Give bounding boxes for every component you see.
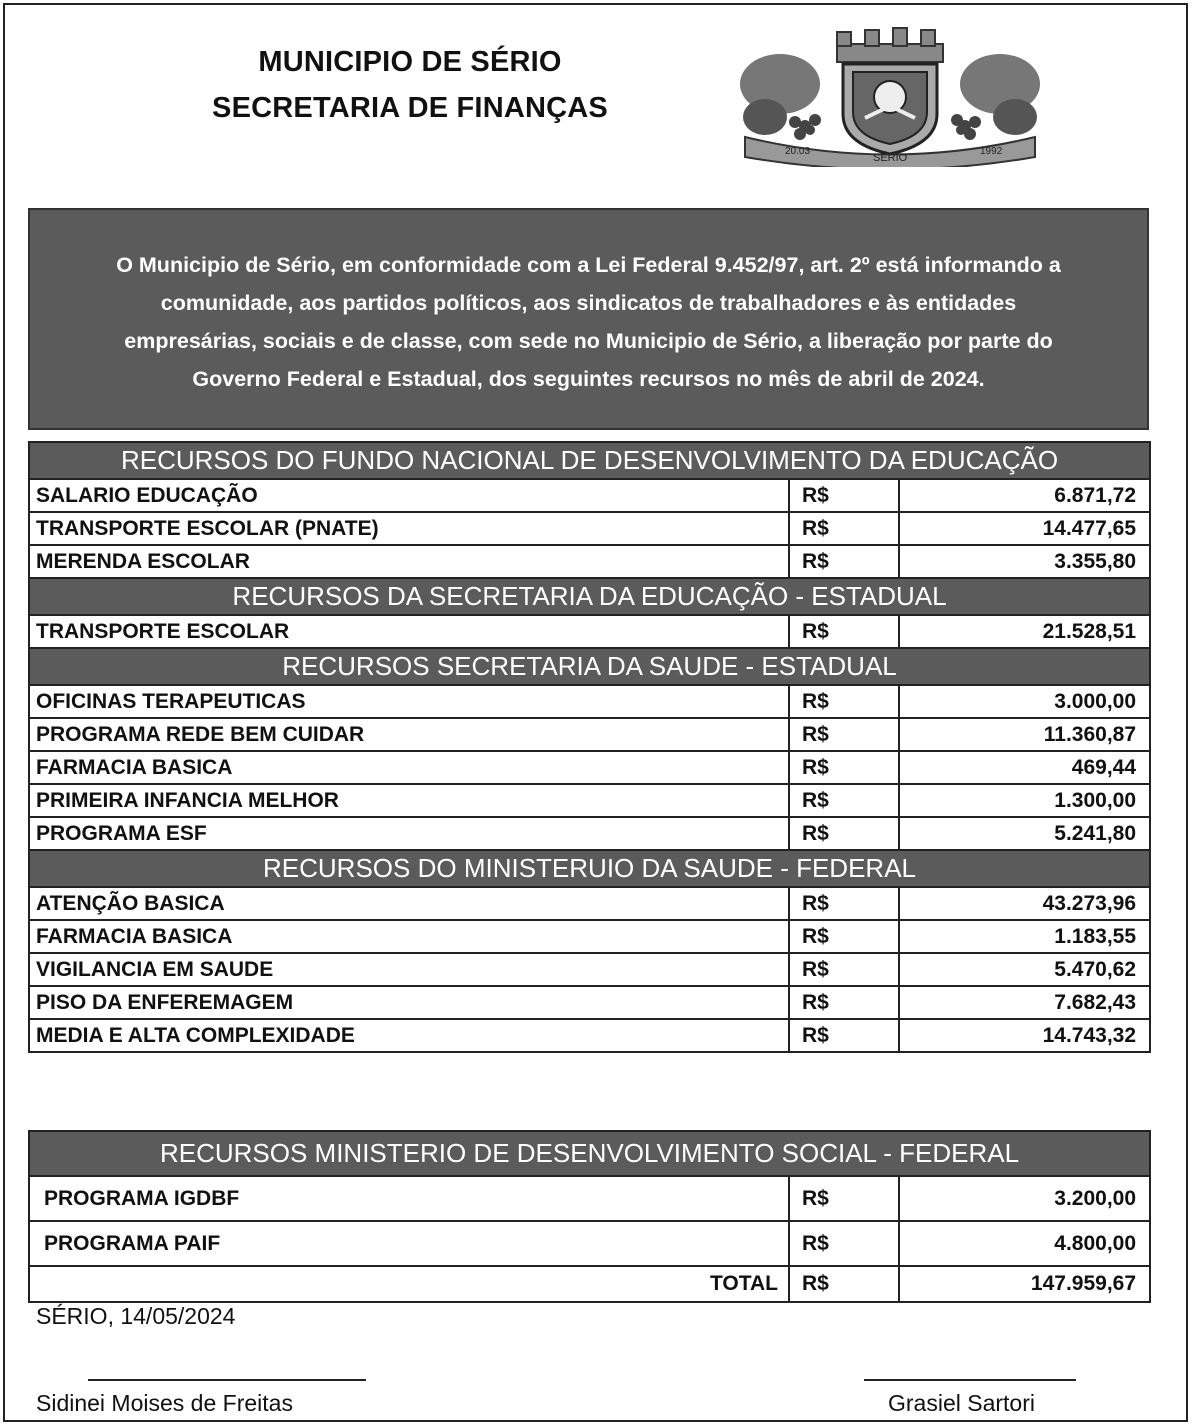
row-currency: R$ <box>789 1019 899 1052</box>
section-header-state-health: RECURSOS SECRETARIA DA SAUDE - ESTADUAL <box>29 648 1150 685</box>
municipality-title: MUNICIPIO DE SÉRIO <box>258 46 562 78</box>
total-label: TOTAL <box>29 1266 789 1302</box>
intro-line: Governo Federal e Estadual, dos seguintes recursos no mês de abril de 2024. <box>192 367 985 391</box>
row-amount: 7.682,43 <box>899 986 1150 1019</box>
row-amount: 3.355,80 <box>899 545 1150 578</box>
row-currency: R$ <box>789 1176 899 1221</box>
intro-line: O Municipio de Sério, em conformidade com a Lei Federal 9.452/97, art. 2º está informando a <box>116 253 1061 277</box>
row-currency: R$ <box>789 986 899 1019</box>
row-amount: 1.183,55 <box>899 920 1150 953</box>
crest-banner-right: 1992 <box>980 146 1003 157</box>
row-label: OFICINAS TERAPEUTICAS <box>29 685 789 718</box>
row-currency: R$ <box>789 615 899 648</box>
section-header-federal-health: RECURSOS DO MINISTERUIO DA SAUDE - FEDERAL <box>29 850 1150 887</box>
crest-banner-center: SÉRIO <box>873 152 908 164</box>
row-amount: 14.477,65 <box>899 512 1150 545</box>
row-amount: 11.360,87 <box>899 718 1150 751</box>
table-row <box>29 1221 1150 1266</box>
table-row <box>29 479 1150 512</box>
row-amount: 5.470,62 <box>899 953 1150 986</box>
row-currency: R$ <box>789 920 899 953</box>
row-label: PROGRAMA ESF <box>29 817 789 850</box>
row-label: FARMACIA BASICA <box>29 920 789 953</box>
table-row <box>29 751 1150 784</box>
row-amount: 21.528,51 <box>899 615 1150 648</box>
row-currency: R$ <box>789 887 899 920</box>
table-row <box>29 615 1150 648</box>
intro-line: empresárias, sociais e de classe, com sede no Municipio de Sério, a liberação por parte do <box>124 329 1053 353</box>
row-label: PROGRAMA IGDBF <box>29 1176 789 1221</box>
place-date: SÉRIO, 14/05/2024 <box>36 1303 236 1329</box>
row-label: ATENÇÃO BASICA <box>29 887 789 920</box>
row-label: FARMACIA BASICA <box>29 751 789 784</box>
row-currency: R$ <box>789 512 899 545</box>
row-currency: R$ <box>789 751 899 784</box>
row-label: PROGRAMA REDE BEM CUIDAR <box>29 718 789 751</box>
row-currency: R$ <box>789 953 899 986</box>
row-amount: 3.000,00 <box>899 685 1150 718</box>
row-label: MEDIA E ALTA COMPLEXIDADE <box>29 1019 789 1052</box>
signer-right-name: Grasiel Sartori <box>888 1390 1035 1416</box>
section-header-state-education: RECURSOS DA SECRETARIA DA EDUCAÇÃO - ESTADUAL <box>29 578 1150 615</box>
department-title: SECRETARIA DE FINANÇAS <box>212 92 608 124</box>
row-label: TRANSPORTE ESCOLAR (PNATE) <box>29 512 789 545</box>
table-row <box>29 784 1150 817</box>
row-label: PISO DA ENFEREMAGEM <box>29 986 789 1019</box>
row-currency: R$ <box>789 784 899 817</box>
table-row <box>29 685 1150 718</box>
row-amount: 14.743,32 <box>899 1019 1150 1052</box>
row-amount: 5.241,80 <box>899 817 1150 850</box>
row-label: PROGRAMA PAIF <box>29 1221 789 1266</box>
row-currency: R$ <box>789 685 899 718</box>
row-currency: R$ <box>789 718 899 751</box>
section-header-fnde: RECURSOS DO FUNDO NACIONAL DE DESENVOLVIMENTO DA EDUCAÇÃO <box>29 442 1150 479</box>
intro-notice <box>28 208 1149 430</box>
table-row <box>29 953 1150 986</box>
row-amount: 43.273,96 <box>899 887 1150 920</box>
row-label: PRIMEIRA INFANCIA MELHOR <box>29 784 789 817</box>
table-row <box>29 1176 1150 1221</box>
row-amount: 6.871,72 <box>899 479 1150 512</box>
row-currency: R$ <box>789 1221 899 1266</box>
row-currency: R$ <box>789 1266 899 1302</box>
row-currency: R$ <box>789 545 899 578</box>
table-row <box>29 1019 1150 1052</box>
row-amount: 3.200,00 <box>899 1176 1150 1221</box>
row-amount: 469,44 <box>899 751 1150 784</box>
row-amount: 1.300,00 <box>899 784 1150 817</box>
table-row <box>29 986 1150 1019</box>
table-row <box>29 920 1150 953</box>
signature-line-right <box>864 1379 1076 1381</box>
signature-line-left <box>88 1379 366 1381</box>
intro-line: comunidade, aos partidos políticos, aos sindicatos de trabalhadores e às entidades <box>160 291 1017 315</box>
row-amount: 4.800,00 <box>899 1221 1150 1266</box>
total-row <box>29 1266 1150 1302</box>
table-row <box>29 817 1150 850</box>
signer-left-name: Sidinei Moises de Freitas <box>36 1390 293 1416</box>
row-currency: R$ <box>789 479 899 512</box>
row-label: MERENDA ESCOLAR <box>29 545 789 578</box>
row-label: SALARIO EDUCAÇÃO <box>29 479 789 512</box>
row-label: VIGILANCIA EM SAUDE <box>29 953 789 986</box>
table-row <box>29 887 1150 920</box>
total-amount: 147.959,67 <box>899 1266 1150 1302</box>
table-row <box>29 512 1150 545</box>
row-label: TRANSPORTE ESCOLAR <box>29 615 789 648</box>
row-currency: R$ <box>789 817 899 850</box>
table-row <box>29 545 1150 578</box>
crest-banner-left: 20.03 <box>785 146 811 157</box>
table-row <box>29 718 1150 751</box>
municipal-crest-logo <box>725 22 1055 167</box>
social-resources-table <box>28 1130 1151 1303</box>
resources-table <box>28 441 1151 1053</box>
section-header-social: RECURSOS MINISTERIO DE DESENVOLVIMENTO SOCIAL - FEDERAL <box>29 1131 1150 1176</box>
